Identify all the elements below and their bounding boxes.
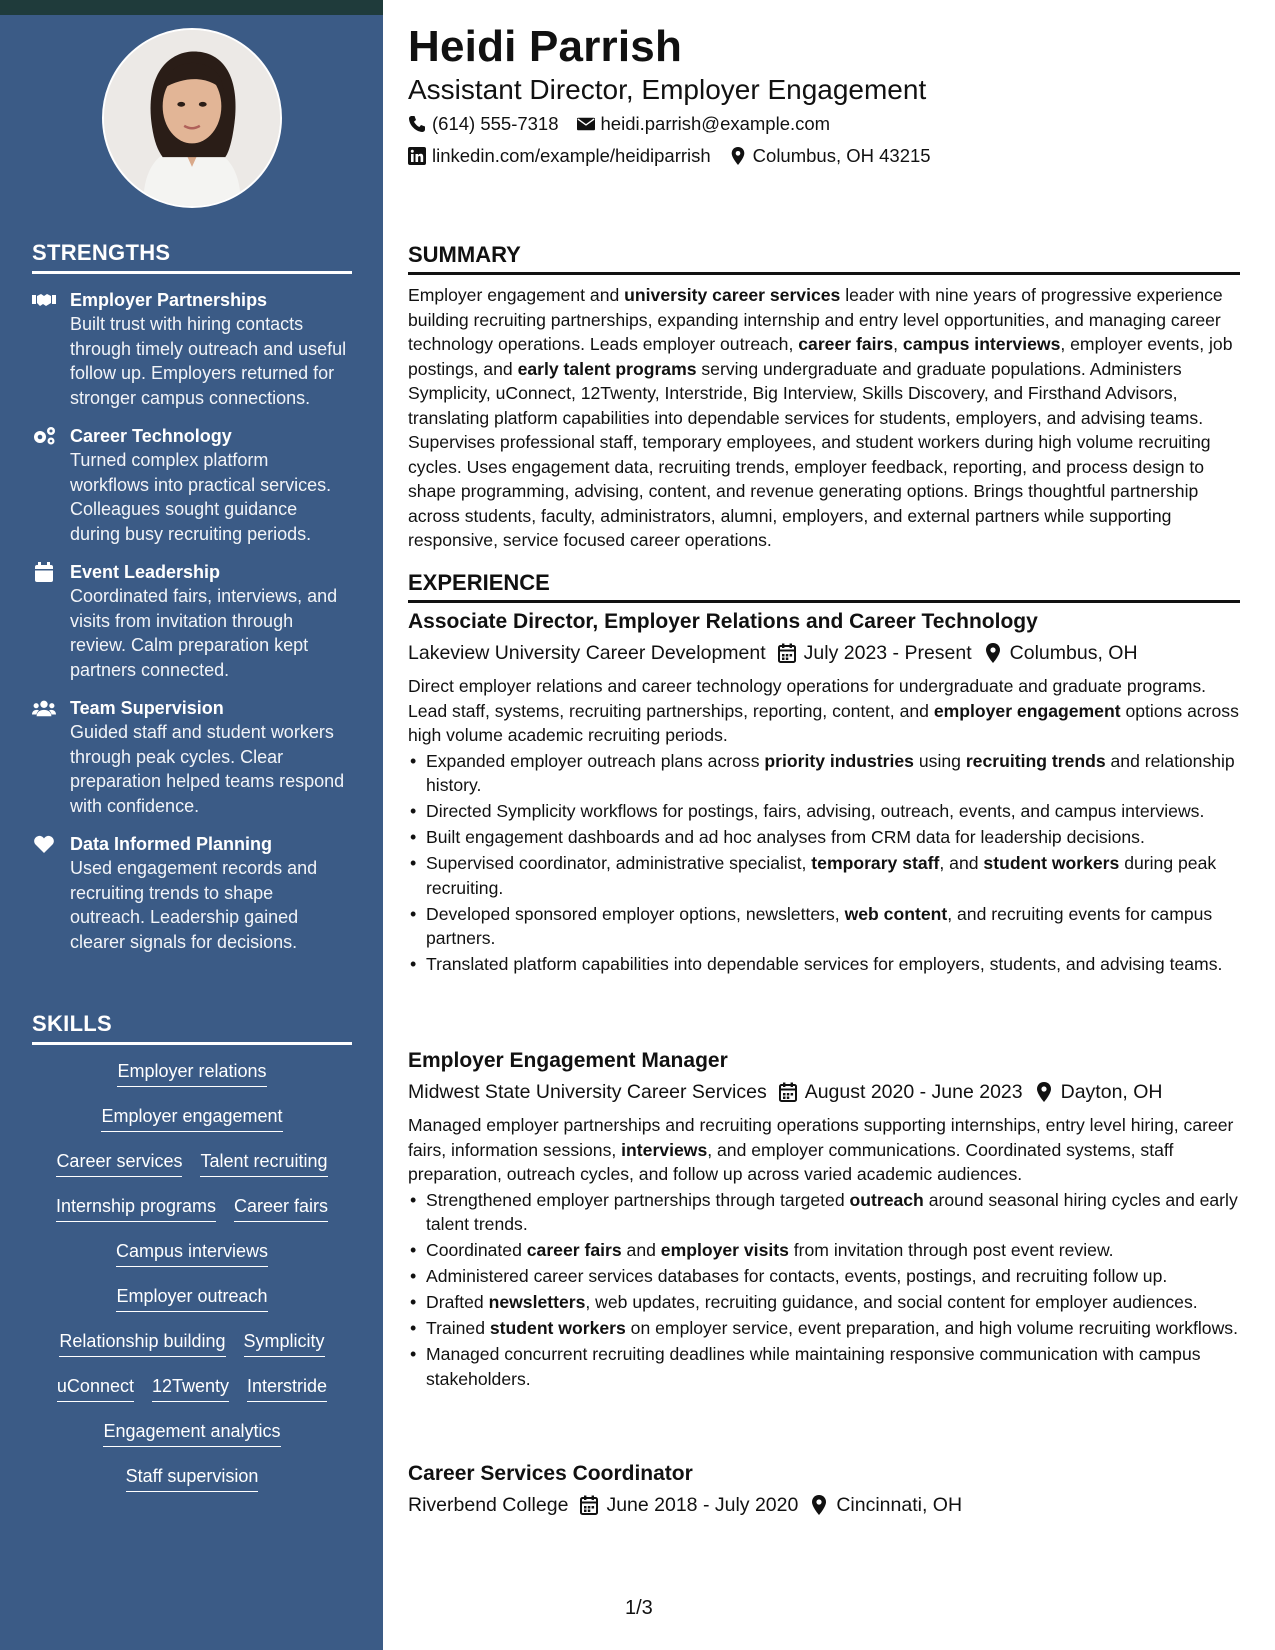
experience-entry <box>408 1047 1240 1393</box>
text-segment: Coordinated <box>426 1240 527 1260</box>
bullet-item <box>408 1238 1240 1263</box>
skill-tag: Career services <box>56 1149 182 1177</box>
strength-item <box>32 424 352 546</box>
skill-row <box>32 1239 352 1284</box>
strengths-section <box>32 240 352 954</box>
job-location: Cincinnati, OH <box>836 1494 963 1516</box>
contact-email[interactable] <box>577 113 831 135</box>
bold-text: interviews <box>621 1139 708 1160</box>
bold-text: early talent programs <box>517 358 697 379</box>
text-segment: and <box>621 1240 661 1260</box>
bullet-item <box>408 1188 1240 1237</box>
skills-section <box>32 1011 352 1509</box>
bold-text: temporary staff <box>811 853 940 873</box>
text-segment: on employer service, event preparation, and high volume recruiting workflows. <box>625 1318 1238 1338</box>
linkedin-icon <box>408 147 426 165</box>
skill-tag: Relationship building <box>59 1329 225 1357</box>
skills-list <box>32 1059 352 1509</box>
bold-text: newsletters <box>488 1292 586 1312</box>
bold-text: career fairs <box>526 1240 622 1260</box>
phone-text: (614) 555-7318 <box>432 113 559 134</box>
skill-tag: Interstride <box>247 1374 327 1402</box>
contact-linkedin[interactable] <box>408 145 711 167</box>
bold-text: web content <box>844 903 948 924</box>
strength-item <box>32 560 352 682</box>
map-pin-icon <box>1035 1082 1053 1102</box>
bullet-item <box>408 1342 1240 1391</box>
text-segment: during peak recruiting. <box>426 853 1217 898</box>
text-segment: , and <box>939 853 984 873</box>
bullet-item <box>408 902 1240 951</box>
job-meta <box>408 1079 1240 1105</box>
job-bullets <box>408 1188 1240 1392</box>
job-description <box>408 1113 1240 1187</box>
bullet-item <box>408 1264 1240 1289</box>
bold-text: student workers <box>489 1318 626 1338</box>
text-segment: Employer engagement and <box>408 285 625 305</box>
strength-title: Employer Partnerships <box>70 290 268 310</box>
strength-description: Turned complex platform workflows into practical services. Colleagues sought guidance during busy recruiting periods. <box>70 450 332 544</box>
text-segment: Translated platform capabilities into dependable services for employers, students, and advising teams. <box>426 954 1223 974</box>
job-dates: July 2023 - Present <box>803 642 972 664</box>
job-meta <box>408 1492 1240 1518</box>
skill-row <box>32 1149 352 1194</box>
bold-text: outreach <box>849 1189 924 1210</box>
job-meta <box>408 640 1240 666</box>
page-number: 1/3 <box>625 1597 653 1619</box>
map-pin-icon <box>984 643 1002 663</box>
summary-heading: SUMMARY <box>408 242 1240 275</box>
skill-tag: Talent recruiting <box>200 1149 327 1177</box>
job-location: Dayton, OH <box>1060 1081 1163 1103</box>
skill-row <box>32 1329 352 1374</box>
text-segment: Supervised coordinator, administrative specialist, <box>426 853 812 873</box>
experience-entry <box>408 608 1240 978</box>
location-text: Columbus, OH 43215 <box>752 145 931 166</box>
text-segment: Directed Symplicity workflows for postings, fairs, advising, outreach, events, and campus interviews. <box>426 801 1205 821</box>
job-dates: August 2020 - June 2023 <box>804 1081 1023 1103</box>
skill-tag: Staff supervision <box>126 1464 259 1492</box>
strength-description: Used engagement records and recruiting trends to shape outreach. Leadership gained clearer signals for decisions. <box>70 858 318 952</box>
profile-photo-illustration <box>104 30 280 206</box>
skills-heading: SKILLS <box>32 1011 352 1045</box>
experience-entry <box>408 1460 1240 1518</box>
job-role: Career Services Coordinator <box>408 1462 693 1485</box>
bold-text: university career services <box>624 285 841 305</box>
bullet-item <box>408 749 1240 798</box>
skill-tag: Employer engagement <box>101 1104 282 1132</box>
strength-item <box>32 288 352 410</box>
map-pin-icon <box>729 147 747 165</box>
text-segment: Developed sponsored employer options, newsletters, <box>426 903 845 924</box>
calendar-icon <box>580 1495 598 1515</box>
text-segment: , employer events, job postings, and <box>408 334 1233 379</box>
contact-phone[interactable] <box>408 113 559 135</box>
job-bullets <box>408 749 1240 977</box>
bold-text: campus interviews <box>902 334 1061 354</box>
calendar-icon <box>32 562 56 582</box>
skill-tag: Symplicity <box>244 1329 325 1357</box>
bullet-item <box>408 1316 1240 1341</box>
strength-title: Data Informed Planning <box>70 834 273 854</box>
strength-item <box>32 696 352 818</box>
envelope-icon <box>577 115 595 133</box>
text-segment: Trained <box>426 1318 490 1338</box>
job-dates: June 2018 - July 2020 <box>606 1494 799 1516</box>
bullet-item <box>408 825 1240 850</box>
job-organization: Midwest State University Career Services <box>408 1081 767 1103</box>
job-role: Employer Engagement Manager <box>408 1049 728 1072</box>
bold-text: career fairs <box>798 334 894 354</box>
text-segment: leader with nine years of progressive experience building recruiting partnerships, expanding internship and entry level opportunities, and managing career technology operations. Leads employer outreach, <box>408 285 1223 354</box>
bold-text: employer visits <box>660 1240 789 1260</box>
text-segment: Administered career services databases for contacts, events, postings, and recruiting follow up. <box>426 1266 1168 1286</box>
text-segment: serving undergraduate and graduate populations. Administers Symplicity, uConnect, 12Twenty, Interstride, Big Interview, Skills Discovery, and Firsthand Advisors, translating platform capabilities into dependable services for students, employers, and advising teams. Supervises professional staff, temporary employees, and student workers during high volume recruiting cycles. Uses engagement data, recruiting trends, employer feedback, reporting, and process design to shape programming, advising, content, and revenue generating options. Brings thoughtful partnership across students, faculty, administrators, alumni, employers, and external partners while supporting responsive, service focused career operations. <box>408 358 1211 550</box>
strength-title: Event Leadership <box>70 562 221 582</box>
map-pin-icon <box>810 1495 828 1515</box>
text-segment: , and recruiting events for campus partners. <box>426 903 1213 948</box>
skill-tag: uConnect <box>57 1374 134 1402</box>
contact-row <box>408 113 830 135</box>
linkedin-text: linkedin.com/example/heidiparrish <box>432 145 711 166</box>
bullet-item <box>408 952 1240 977</box>
text-segment: Expanded employer outreach plans across <box>426 750 765 771</box>
skill-row <box>32 1374 352 1419</box>
text-segment: , web updates, recruiting guidance, and social content for employer audiences. <box>585 1292 1198 1312</box>
bold-text: recruiting trends <box>965 750 1106 771</box>
job-organization: Lakeview University Career Development <box>408 642 766 664</box>
text-segment: Drafted <box>426 1292 489 1312</box>
skill-tag: Employer relations <box>117 1059 266 1087</box>
bullet-item <box>408 799 1240 824</box>
sidebar-top-bar <box>0 0 383 15</box>
skill-row <box>32 1464 352 1509</box>
skill-tag: Engagement analytics <box>103 1419 280 1447</box>
skill-row <box>32 1419 352 1464</box>
candidate-title: Assistant Director, Employer Engagement <box>408 74 927 105</box>
summary-text <box>408 283 1240 553</box>
calendar-icon <box>779 1082 797 1102</box>
skill-row <box>32 1059 352 1104</box>
bold-text: employer engagement <box>933 700 1121 721</box>
heart-icon <box>32 834 56 854</box>
strength-title: Career Technology <box>70 426 232 446</box>
strength-description: Built trust with hiring contacts through timely outreach and useful follow up. Employers returned for stronger campus connections. <box>70 314 347 408</box>
bold-text: student workers <box>983 853 1120 873</box>
contact-location <box>729 145 931 167</box>
text-segment: Managed concurrent recruiting deadlines while maintaining responsive communication with campus stakeholders. <box>426 1344 1201 1389</box>
skill-tag: Career fairs <box>234 1194 328 1222</box>
skill-tag: Campus interviews <box>116 1239 268 1267</box>
candidate-name: Heidi Parrish <box>408 22 683 71</box>
handshake-icon <box>32 290 56 310</box>
contact-row-2 <box>408 145 931 167</box>
email-text: heidi.parrish@example.com <box>600 113 831 134</box>
skill-row <box>32 1194 352 1239</box>
profile-photo <box>102 28 282 208</box>
sidebar <box>0 0 383 1650</box>
users-icon <box>32 698 56 718</box>
job-description <box>408 674 1240 748</box>
text-segment: using <box>913 750 966 771</box>
job-location: Columbus, OH <box>1009 642 1138 664</box>
gears-icon <box>32 426 56 446</box>
text-segment: Strengthened employer partnerships through targeted <box>426 1189 850 1210</box>
job-role: Associate Director, Employer Relations and Career Technology <box>408 610 1038 633</box>
strength-title: Team Supervision <box>70 698 224 718</box>
phone-icon <box>408 115 426 133</box>
text-segment: and relationship history. <box>426 750 1235 795</box>
skill-tag: Internship programs <box>56 1194 216 1222</box>
text-segment: options across high volume academic recruiting periods. <box>408 700 1239 745</box>
bullet-item <box>408 1290 1240 1315</box>
text-segment: Direct employer relations and career technology operations for undergraduate and graduate programs. Lead staff, systems, recruiting partnerships, reporting, content, and <box>408 676 1207 721</box>
calendar-icon <box>778 643 796 663</box>
job-organization: Riverbend College <box>408 1494 569 1516</box>
skill-tag: 12Twenty <box>152 1374 229 1402</box>
text-segment: Managed employer partnerships and recruiting operations supporting internships, entry level hiring, career fairs, information sessions, <box>408 1115 1234 1160</box>
bold-text: priority industries <box>764 750 914 771</box>
strength-item <box>32 832 352 954</box>
experience-heading: EXPERIENCE <box>408 570 1240 603</box>
text-segment: , and employer communications. Coordinated systems, staff preparation, outreach cycles, and follow up across varied academic audiences. <box>408 1139 1174 1184</box>
skill-tag: Employer outreach <box>116 1284 267 1312</box>
skill-row <box>32 1284 352 1329</box>
strength-description: Guided staff and student workers through peak cycles. Clear preparation helped teams respond with confidence. <box>70 722 345 816</box>
skill-row <box>32 1104 352 1149</box>
text-segment: from invitation through post event review. <box>788 1240 1114 1260</box>
strength-description: Coordinated fairs, interviews, and visits from invitation through review. Calm preparation kept partners connected. <box>70 586 338 680</box>
text-segment: Built engagement dashboards and ad hoc analyses from CRM data for leadership decisions. <box>426 827 1145 847</box>
bullet-item <box>408 851 1240 900</box>
text-segment: , <box>893 334 903 354</box>
strengths-heading: STRENGTHS <box>32 240 352 274</box>
text-segment: around seasonal hiring cycles and early talent trends. <box>426 1189 1238 1234</box>
